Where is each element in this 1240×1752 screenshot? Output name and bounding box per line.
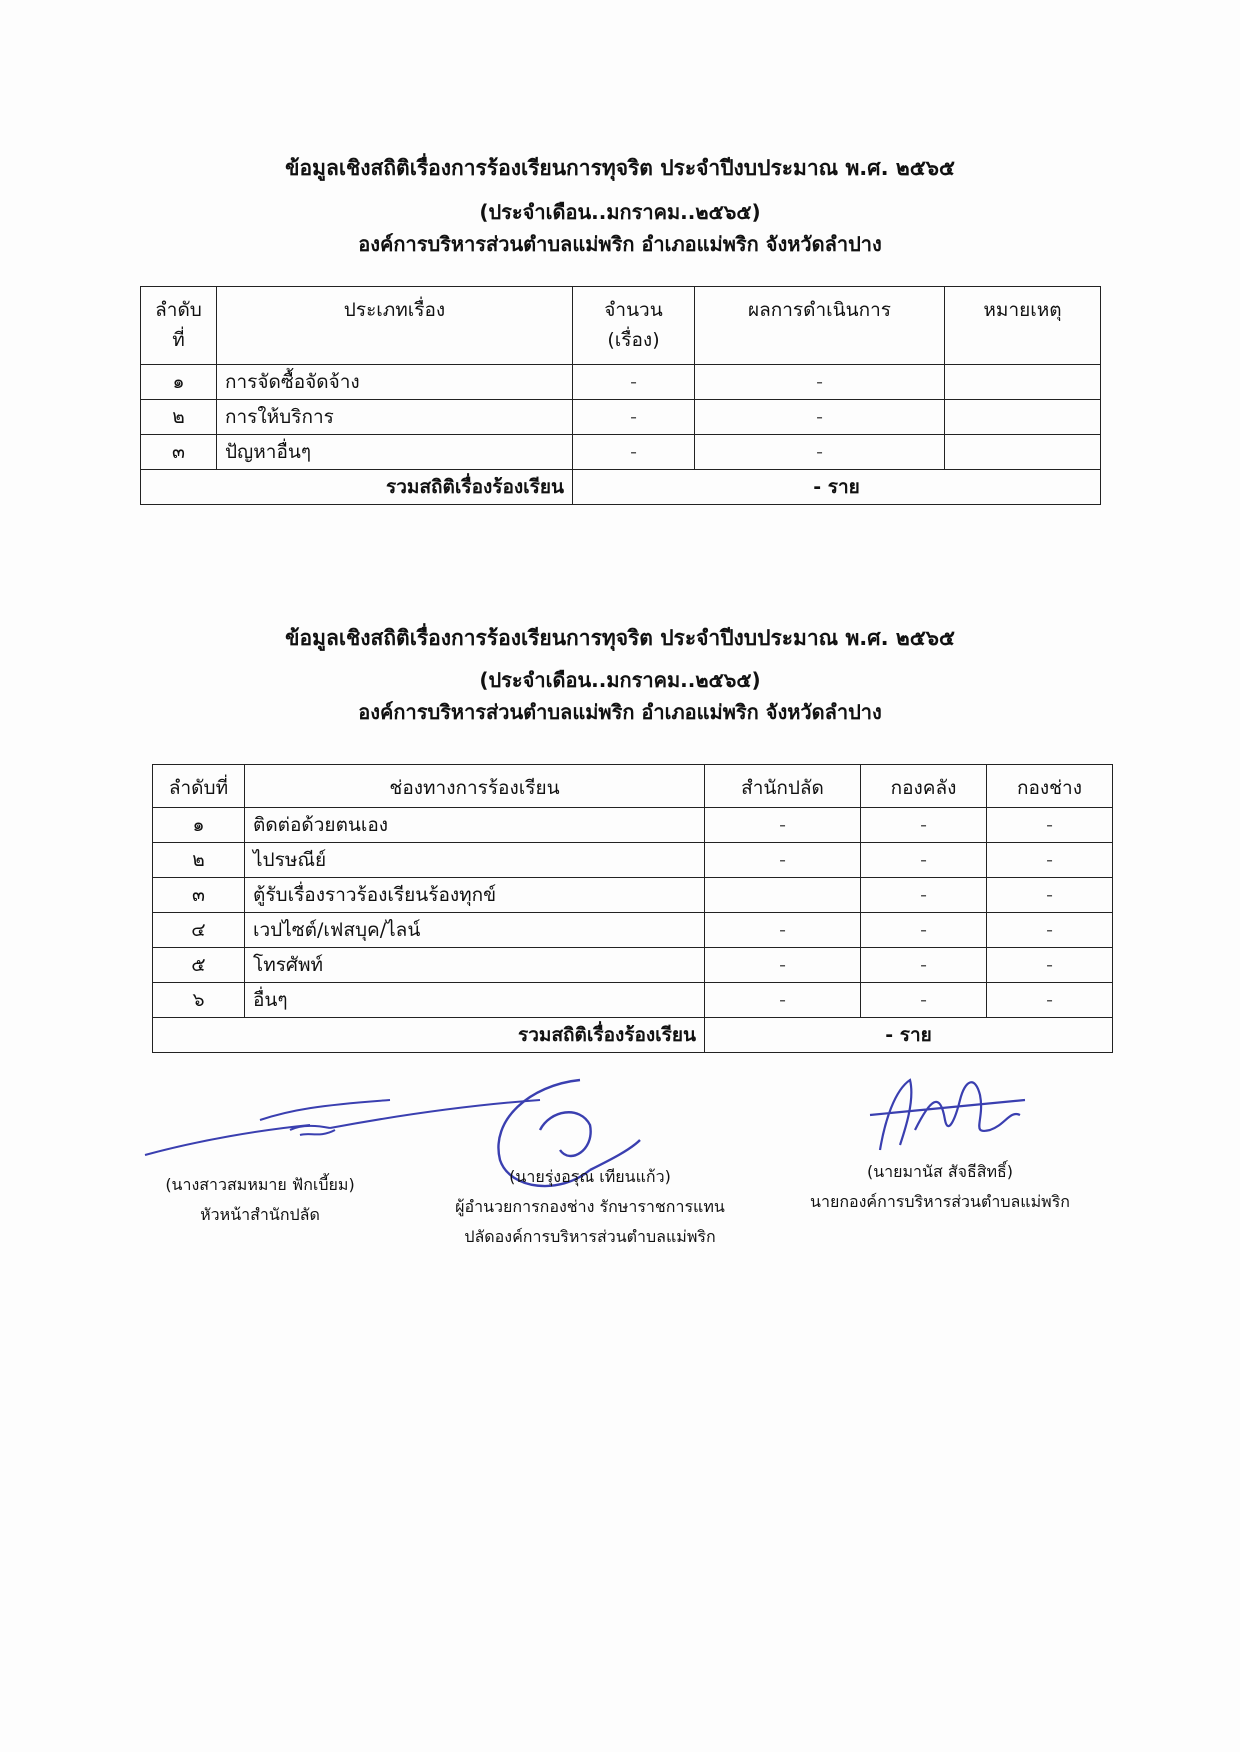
report1-total-row	[141, 470, 1101, 505]
col-header-result: ผลการดำเนินการ	[695, 287, 945, 365]
col-header-engineer: กองช่าง	[987, 765, 1113, 808]
signature-block-3	[790, 1157, 1090, 1217]
report1-title: ข้อมูลเชิงสถิติเรื่องการร้องเรียนการทุจริต ประจำปีงบประมาณ พ.ศ. ๒๕๖๕	[285, 156, 955, 180]
report2-header-row	[153, 765, 1113, 808]
table-row: ๒ ไปรษณีย์ - - -	[153, 843, 1113, 878]
col-header-no: ลำดับที่	[153, 765, 245, 808]
col-header-office: สำนักปลัด	[705, 765, 861, 808]
signer-name: (นายมานัส สัจธีสิทธิ์)	[866, 1162, 1014, 1181]
report1-month: (ประจำเดือน..มกราคม..๒๕๖๕)	[479, 200, 761, 224]
table-row: ๓ ปัญหาอื่นๆ - -	[141, 435, 1101, 470]
signer-position-2: ปลัดองค์การบริหารส่วนตำบลแม่พริก	[464, 1227, 716, 1246]
col-header-count: จำนวน (เรื่อง)	[573, 287, 695, 365]
table-row: ๕ โทรศัพท์ - - -	[153, 948, 1113, 983]
signer-position: นายกองค์การบริหารส่วนตำบลแม่พริก	[810, 1192, 1070, 1211]
col-header-no: ลำดับ ที่	[141, 287, 217, 365]
total-label: รวมสถิติเรื่องร้องเรียน	[153, 1018, 705, 1053]
signer-name: (นางสาวสมหมาย ฟักเบี้ยม)	[165, 1175, 355, 1194]
col-header-finance: กองคลัง	[861, 765, 987, 808]
signer-name: (นายรุ่งอรุณ เทียนแก้ว)	[509, 1167, 671, 1186]
table-row: ๑ การจัดซื้อจัดจ้าง - -	[141, 365, 1101, 400]
signature-block-2	[430, 1162, 750, 1252]
report2-month: (ประจำเดือน..มกราคม..๒๕๖๕)	[479, 668, 761, 692]
signature-ink-3	[860, 1060, 1030, 1160]
report2-total-row	[153, 1018, 1113, 1053]
table-row: ๑ ติดต่อด้วยตนเอง - - -	[153, 808, 1113, 843]
report1-header-row	[141, 287, 1101, 365]
table-row: ๔ เวปไซต์/เฟสบุค/ไลน์ - - -	[153, 913, 1113, 948]
table-row: ๒ การให้บริการ - -	[141, 400, 1101, 435]
col-header-note: หมายเหตุ	[945, 287, 1101, 365]
report2-title: ข้อมูลเชิงสถิติเรื่องการร้องเรียนการทุจริต ประจำปีงบประมาณ พ.ศ. ๒๕๖๕	[285, 626, 955, 650]
total-value: - ราย	[573, 470, 1101, 505]
total-value: - ราย	[705, 1018, 1113, 1053]
total-label: รวมสถิติเรื่องร้องเรียน	[141, 470, 573, 505]
signer-position: ผู้อำนวยการกองช่าง รักษาราชการแทน	[455, 1197, 725, 1216]
signer-position: หัวหน้าสำนักปลัด	[200, 1205, 320, 1224]
report1-org: องค์การบริหารส่วนตำบลแม่พริก อำเภอแม่พริก จังหวัดลำปาง	[358, 232, 882, 256]
table-row: ๓ ตู้รับเรื่องราวร้องเรียนร้องทุกข์ - -	[153, 878, 1113, 913]
signature-block-1	[140, 1170, 380, 1230]
report1-table	[140, 286, 1101, 505]
report2-org: องค์การบริหารส่วนตำบลแม่พริก อำเภอแม่พริก จังหวัดลำปาง	[358, 700, 882, 724]
col-header-type: ประเภทเรื่อง	[217, 287, 573, 365]
table-row: ๖ อื่นๆ - - -	[153, 983, 1113, 1018]
report2-table	[152, 764, 1113, 1053]
col-header-channel: ช่องทางการร้องเรียน	[245, 765, 705, 808]
